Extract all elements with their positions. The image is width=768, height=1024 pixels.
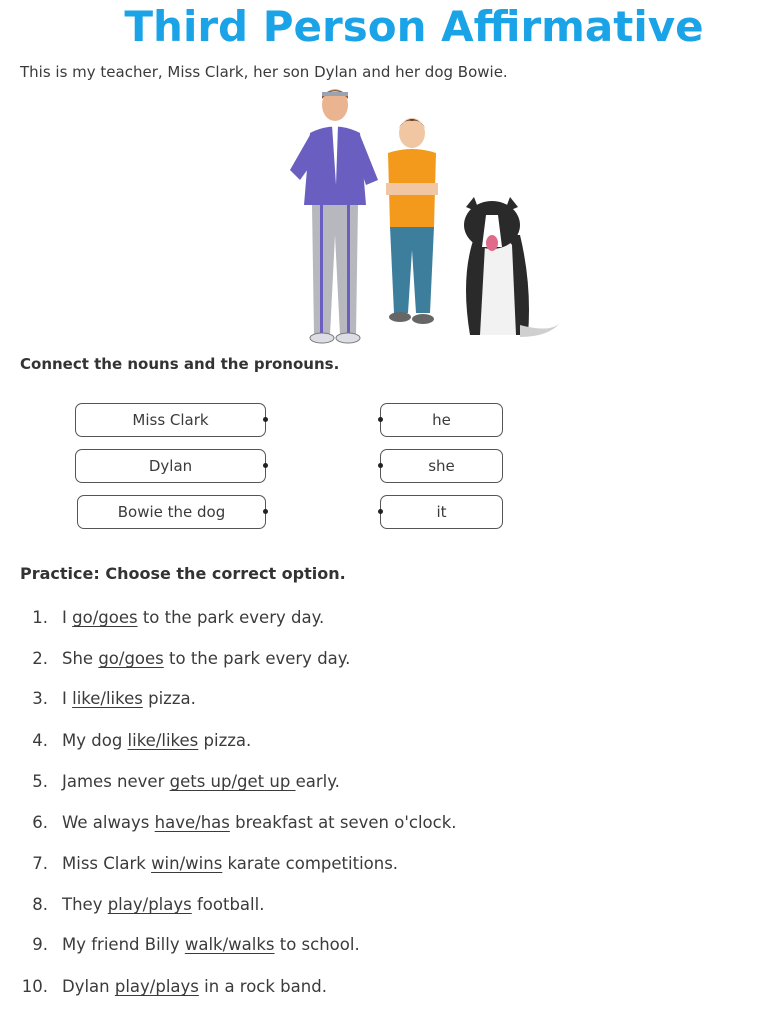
pronoun-label: he: [432, 411, 451, 429]
noun-box-dylan[interactable]: [75, 449, 266, 483]
connector-dot[interactable]: [263, 463, 268, 468]
list-item: 3. I like/likes pizza.: [32, 689, 196, 708]
list-item: 4. My dog like/likes pizza.: [32, 731, 252, 750]
option-choice[interactable]: play/plays: [107, 895, 192, 914]
connector-dot[interactable]: [378, 463, 383, 468]
option-choice[interactable]: go/goes: [72, 608, 138, 627]
connector-dot[interactable]: [263, 417, 268, 422]
option-choice[interactable]: walk/walks: [184, 935, 275, 954]
list-item: 7. Miss Clark win/wins karate competitions.: [32, 854, 399, 873]
connector-dot[interactable]: [263, 509, 268, 514]
list-item: 6. We always have/has breakfast at seven o'clock.: [32, 813, 457, 832]
dog-figure-icon: [464, 197, 560, 337]
pronoun-box-he[interactable]: [380, 403, 503, 437]
pronoun-label: it: [436, 503, 447, 521]
noun-box-miss-clark[interactable]: [75, 403, 266, 437]
list-item: 10. Dylan play/plays in a rock band.: [21, 977, 327, 996]
intro-text: This is my teacher, Miss Clark, her son Dylan and her dog Bowie.: [20, 63, 508, 81]
option-choice[interactable]: go/goes: [98, 649, 164, 668]
connector-dot[interactable]: [378, 417, 383, 422]
list-item: 1. I go/goes to the park every day.: [32, 608, 325, 627]
option-choice[interactable]: play/plays: [114, 977, 199, 996]
connect-heading: Connect the nouns and the pronouns.: [20, 355, 340, 373]
pronoun-box-she[interactable]: [380, 449, 503, 483]
pronoun-box-it[interactable]: [380, 495, 503, 529]
pronoun-label: she: [428, 457, 455, 475]
noun-label: Dylan: [148, 457, 193, 475]
noun-box-bowie[interactable]: [77, 495, 266, 529]
boy-figure-icon: [386, 118, 438, 324]
list-item: 8. They play/plays football.: [32, 895, 265, 914]
noun-label: Bowie the dog: [117, 503, 226, 521]
option-choice[interactable]: have/has: [154, 813, 230, 832]
list-item: 9. My friend Billy walk/walks to school.: [32, 935, 360, 954]
family-illustration: [270, 85, 570, 347]
practice-heading: Practice: Choose the correct option.: [20, 564, 346, 583]
noun-label: Miss Clark: [132, 411, 209, 429]
option-choice[interactable]: like/likes: [127, 731, 199, 750]
connector-dot[interactable]: [378, 509, 383, 514]
option-choice[interactable]: gets up/get up: [169, 772, 296, 791]
list-item: 2. She go/goes to the park every day.: [32, 649, 351, 668]
option-choice[interactable]: like/likes: [72, 689, 143, 708]
list-item: 5. James never gets up/get up early.: [32, 772, 340, 791]
woman-figure-icon: [290, 89, 378, 343]
option-choice[interactable]: win/wins: [151, 854, 223, 873]
page-title: Third Person Affirmative: [124, 2, 704, 51]
